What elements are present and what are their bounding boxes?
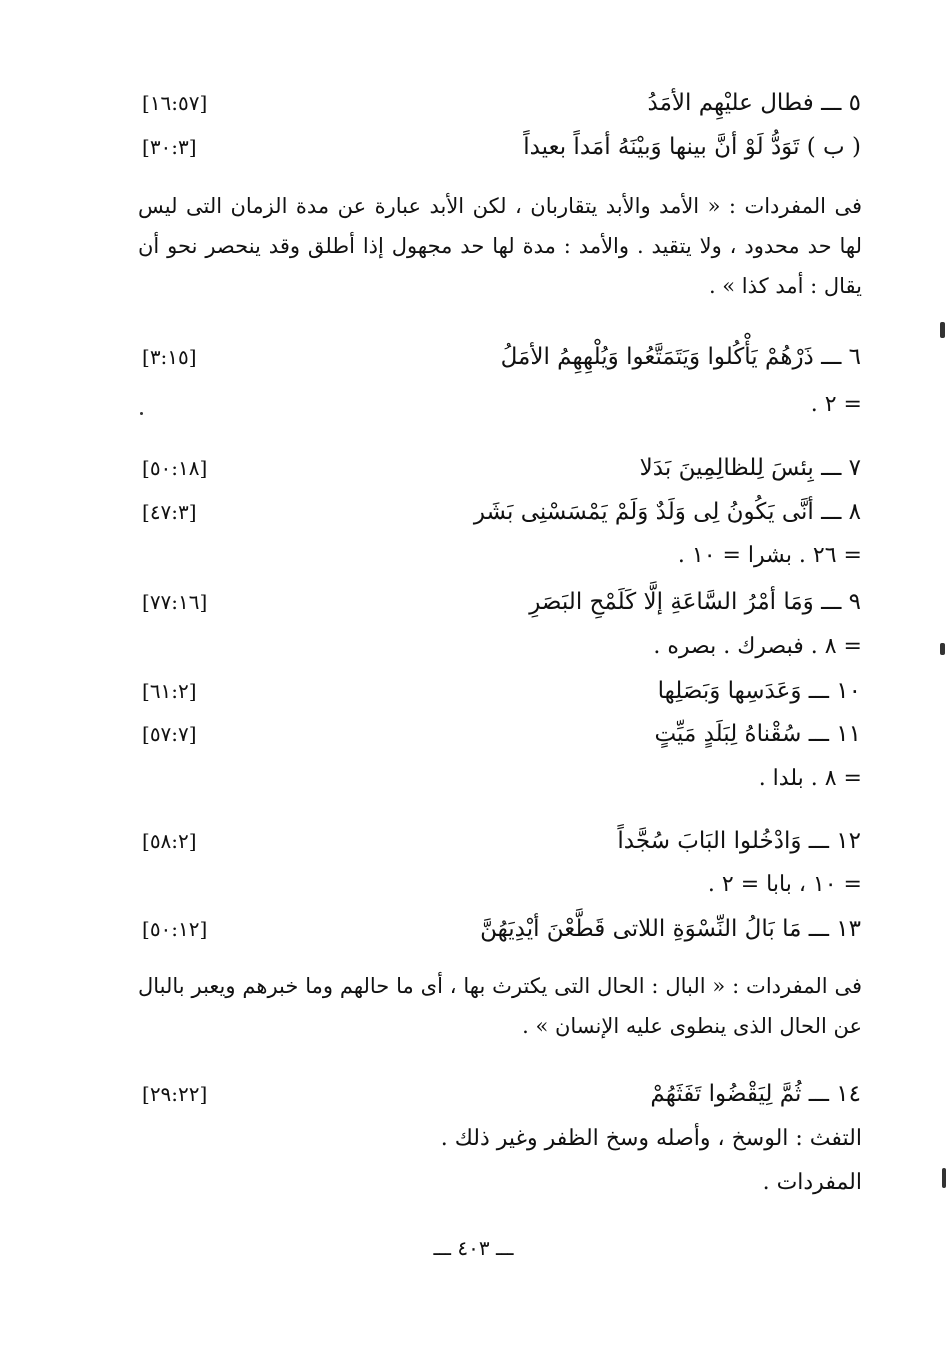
note-line: المفردات . <box>762 1170 862 1195</box>
note-line: = ٢٦ . بشرا = ١٠ . <box>677 543 862 568</box>
verse-line: ٧ ـــ بِئسَ لِلظالِمِينَ بَدَلا <box>639 455 861 481</box>
note-paragraph: فى المفردات : « الأمد والأبد يتقاربان ، لكن الأبد عبارة عن مدة الزمان التى ليس لها حد محدود ، ولا يتقيد . والأمد : مدة لها حد مجهول إذا أطلق وقد ينحصر نحو أن يقال : أمد كذا » . <box>138 194 862 298</box>
verse-reference: [٦١:٢] <box>142 679 197 703</box>
verse-line: ١٢ ـــ وَادْخُلوا البَابَ سُجَّداً <box>617 828 861 854</box>
verse-line: ١٣ ـــ مَا بَالُ النِّسْوَةِ اللاتى قَطَّعْنَ أيْدِيَهُنَّ <box>480 916 861 942</box>
note-paragraph: فى المفردات : « البال : الحال التى يكترث بها ، أى ما حالهم وما خبرهم ويعبر بالبال عن الحال الذى ينطوى عليه الإنسان » . <box>138 974 862 1038</box>
note-line: = ١٠ ، بابا = ٢ . <box>707 872 862 897</box>
verse-line: ٦ ـــ ذَرْهُمْ يَأْكُلوا وَيَتَمَتَّعُوا وَيُلْهِهِمُ الأمَلُ <box>500 344 861 370</box>
scan-edge-mark <box>942 1168 946 1188</box>
verse-reference: [٤٧:٣] <box>142 500 197 524</box>
verse-reference: [٣:١٥] <box>142 345 197 369</box>
verse-line: ٩ ـــ وَمَا أمْرُ السَّاعَةِ إلَّا كَلَمْحِ البَصَرِ <box>529 589 861 615</box>
page-number: ـــ ٤٠٣ ـــ <box>433 1236 514 1260</box>
verse-reference: [١٦:٥٧] <box>142 91 208 115</box>
note-line: = ٢ . <box>810 392 862 417</box>
verse-reference: [٣٠:٣] <box>142 135 197 159</box>
scan-edge-mark <box>940 322 945 338</box>
verse-reference: [٥٧:٧] <box>142 722 197 746</box>
verse-reference: [٢٩:٢٢] <box>142 1082 208 1106</box>
stray-dot <box>140 412 143 415</box>
note-line: التفث : الوسخ ، وأصله وسخ الظفر وغير ذلك . <box>440 1126 862 1151</box>
verse-line: ١١ ـــ سُقْناهُ لِبَلَدٍ مَيِّتٍ <box>654 721 861 747</box>
verse-reference: [٥٠:١٢] <box>142 917 208 941</box>
verse-reference: [٥٠:١٨] <box>142 456 208 480</box>
verse-reference: [٥٨:٢] <box>142 829 197 853</box>
note-line: = ٨ . فبصرك . بصره . <box>653 634 862 659</box>
verse-line: ٨ ـــ أنَّى يَكُونُ لِى وَلَدٌ وَلَمْ يَمْسَسْنِى بَشَر <box>473 499 861 525</box>
verse-line: ( ب ) تَوَدُّ لَوْ أنَّ بينها وَبيْنَهُ أمَداً بعيداً <box>523 134 861 160</box>
note-line: = ٨ . بلدا . <box>758 766 862 791</box>
verse-reference: [٧٧:١٦] <box>142 590 208 614</box>
verse-line: ١٤ ـــ ثُمَّ لِيَقْضُوا تَفَثَهُمْ <box>650 1081 861 1107</box>
verse-line: ٥ ـــ فطال عليْهِم الأمَدُ <box>647 90 861 116</box>
verse-line: ١٠ ـــ وَعَدَسِها وَبَصَلِها <box>657 678 861 704</box>
scan-edge-mark <box>940 643 945 655</box>
